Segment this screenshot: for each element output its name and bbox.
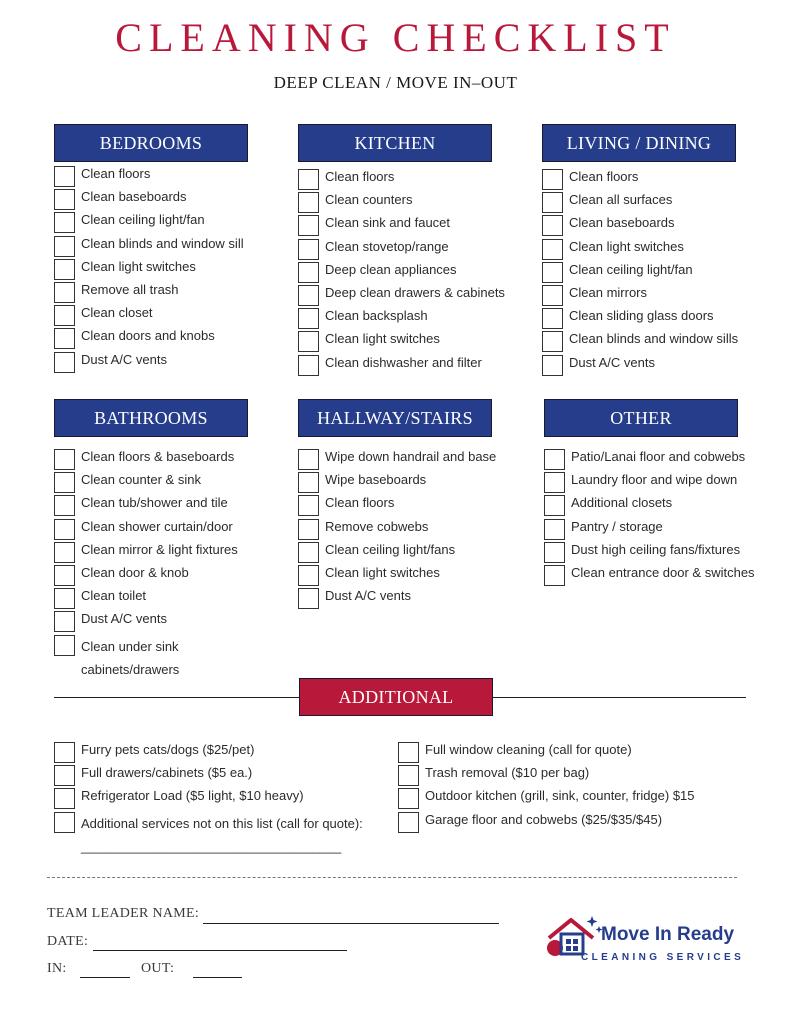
in-line[interactable]	[80, 977, 130, 978]
checklist-item-label: Clean all surfaces	[569, 192, 673, 208]
checklist-item	[54, 305, 248, 328]
checkbox[interactable]	[54, 611, 75, 632]
additional-divider-right	[493, 697, 746, 698]
checkbox[interactable]	[544, 565, 565, 586]
logo-name: Move In Ready	[601, 924, 735, 945]
checkbox[interactable]	[298, 239, 319, 260]
checklist-item-label: Clean mirror & light fixtures	[81, 541, 238, 557]
additional-right-column	[398, 735, 738, 835]
checklist-item	[298, 449, 497, 472]
checklist-item	[298, 192, 492, 215]
checklist-item	[54, 282, 248, 305]
checkbox[interactable]	[54, 352, 75, 373]
checklist-additional-right	[398, 742, 738, 835]
section-header-living-dining: LIVING / DINING	[542, 124, 736, 162]
out-line[interactable]	[193, 977, 242, 978]
section-other	[544, 399, 755, 588]
checklist-item-label: Clean baseboards	[81, 189, 187, 205]
checklist-item	[298, 355, 492, 378]
checklist-item-label: Clean tub/shower and tile	[81, 495, 228, 511]
checklist-item-label: Clean counter & sink	[81, 472, 201, 488]
checklist-item	[544, 564, 755, 588]
checklist-kitchen	[298, 169, 505, 378]
company-logo	[545, 912, 765, 972]
checklist-item-label: Clean backsplash	[325, 308, 428, 324]
checklist-item	[298, 495, 492, 518]
checklist-item	[54, 519, 248, 542]
checklist-item-label: Clean floors	[569, 169, 639, 184]
checklist-item	[54, 495, 248, 518]
checkbox[interactable]	[298, 449, 319, 470]
checklist-item	[398, 765, 738, 788]
checklist-item	[54, 189, 248, 212]
checklist-item	[54, 166, 248, 189]
checklist-item-label: Clean stovetop/range	[325, 238, 449, 254]
checklist-item-label: Clean entrance door & switches	[571, 564, 755, 580]
checklist-item-label: Wipe baseboards	[325, 472, 427, 488]
checklist-item-label: Dust A/C vents	[325, 588, 411, 604]
checkbox[interactable]	[54, 588, 75, 609]
section-header-kitchen: KITCHEN	[298, 124, 492, 162]
checkbox[interactable]	[298, 542, 319, 563]
checklist-item	[298, 169, 492, 192]
checklist-additional-left	[54, 742, 374, 858]
checkbox[interactable]	[542, 285, 563, 306]
checkbox[interactable]	[298, 285, 319, 306]
checklist-item-label: Furry pets cats/dogs ($25/pet)	[81, 742, 255, 757]
section-header-bedrooms: BEDROOMS	[54, 124, 248, 162]
checklist-item	[542, 192, 736, 215]
checkbox[interactable]	[54, 765, 75, 786]
checkbox[interactable]	[542, 169, 563, 190]
checklist-item	[54, 765, 374, 788]
checklist-item-label: Clean counters	[325, 192, 413, 208]
checklist-item-label: Clean closet	[81, 305, 153, 321]
checklist-item-label: Dust high ceiling fans/fixtures	[571, 541, 741, 557]
checklist-item	[298, 262, 492, 285]
additional-divider-left	[54, 697, 299, 698]
checklist-item	[542, 215, 736, 238]
checklist-item	[54, 236, 248, 259]
checklist-item	[298, 565, 492, 588]
section-kitchen	[298, 124, 505, 378]
checklist-living-dining	[542, 169, 739, 378]
checklist-item	[398, 742, 738, 765]
checklist-item	[542, 262, 736, 285]
checklist-item-label: Clean light switches	[325, 331, 440, 347]
checklist-item	[298, 519, 492, 542]
checklist-item-label: Additional closets	[571, 495, 673, 511]
checkbox[interactable]	[54, 166, 75, 187]
checklist-item	[544, 519, 738, 542]
in-label: IN:	[47, 961, 67, 976]
checkbox[interactable]	[298, 192, 319, 213]
checklist-item	[54, 565, 248, 588]
checklist-item-label: Garage floor and cobwebs ($25/$35/$45)	[425, 811, 663, 827]
checkbox[interactable]	[298, 495, 319, 516]
checklist-item	[542, 169, 736, 192]
checklist-item-label: Clean sliding glass doors	[569, 308, 714, 324]
logo-tagline: CLEANING SERVICES	[581, 952, 745, 963]
checklist-item	[298, 331, 492, 354]
checklist-item	[542, 285, 736, 308]
checkbox[interactable]	[542, 192, 563, 213]
checklist-item-label: Deep clean drawers & cabinets	[325, 284, 505, 300]
checkbox[interactable]	[54, 282, 75, 303]
checklist-item-label: Clean floors & baseboards	[81, 449, 235, 464]
section-bathrooms	[54, 399, 248, 681]
checklist-item	[542, 331, 739, 354]
date-line[interactable]	[93, 950, 347, 951]
section-header-other: OTHER	[544, 399, 738, 437]
checklist-item-label: Clean floors	[81, 166, 151, 181]
additional-left-column	[54, 735, 374, 858]
checklist-item	[54, 742, 374, 765]
checkbox[interactable]	[298, 519, 319, 540]
checkbox[interactable]	[542, 239, 563, 260]
checklist-item	[542, 308, 736, 331]
checkbox[interactable]	[544, 519, 565, 540]
section-header-additional: ADDITIONAL	[299, 678, 493, 716]
checklist-item	[544, 449, 746, 472]
checkbox[interactable]	[298, 215, 319, 236]
checkbox[interactable]	[298, 565, 319, 586]
checkbox[interactable]	[54, 212, 75, 233]
section-additional	[299, 678, 493, 716]
checklist-item	[398, 812, 738, 835]
checklist-item-label: Clean light switches	[81, 258, 196, 274]
checkbox[interactable]	[54, 189, 75, 210]
checklist-item-label: Clean shower curtain/door	[81, 518, 233, 534]
checklist-item-label: Clean baseboards	[569, 215, 675, 231]
checkbox[interactable]	[298, 262, 319, 283]
checklist-item-label: Remove cobwebs	[325, 518, 429, 534]
checkbox[interactable]	[54, 259, 75, 280]
checklist-item-label: Deep clean appliances	[325, 261, 457, 277]
checklist-item-label: Trash removal ($10 per bag)	[425, 765, 590, 781]
checklist-item-label: Clean doors and knobs	[81, 328, 215, 344]
checklist-item-label: Patio/Lanai floor and cobwebs	[571, 449, 746, 464]
checklist-item-label: Remove all trash	[81, 281, 179, 297]
checklist-item-label: Clean sink and faucet	[325, 215, 451, 231]
checklist-item	[298, 588, 492, 611]
checklist-item-label: Clean blinds and window sill	[81, 235, 244, 251]
checkbox[interactable]	[54, 742, 75, 763]
checkbox[interactable]	[54, 328, 75, 349]
checkbox[interactable]	[298, 588, 319, 609]
checklist-item-label: Clean blinds and window sills	[569, 331, 739, 347]
checklist-item	[54, 212, 248, 235]
checklist-item	[542, 355, 736, 378]
checkbox[interactable]	[298, 331, 319, 352]
checkbox[interactable]	[54, 788, 75, 809]
checklist-item-label: Clean floors	[325, 495, 395, 511]
checklist-item	[398, 788, 738, 811]
checkbox[interactable]	[544, 542, 565, 563]
checkbox[interactable]	[542, 308, 563, 329]
page-title: CLEANING CHECKLIST	[115, 15, 676, 60]
footer-dashed-divider	[47, 877, 737, 878]
team-leader-label: TEAM LEADER NAME:	[47, 906, 200, 921]
section-hallway-stairs	[298, 399, 497, 611]
checklist-item-label: Clean ceiling light/fans	[325, 541, 456, 557]
checkbox[interactable]	[54, 449, 75, 470]
checklist-item-label: Clean light switches	[569, 238, 684, 254]
checklist-item-label: Refrigerator Load ($5 light, $10 heavy)	[81, 788, 304, 804]
page-subtitle: DEEP CLEAN / MOVE IN–OUT	[273, 73, 518, 92]
checklist-item	[54, 611, 248, 634]
checkbox[interactable]	[54, 305, 75, 326]
checklist-item	[54, 259, 248, 282]
checklist-item	[544, 541, 741, 565]
checkbox[interactable]	[54, 472, 75, 493]
checklist-item	[54, 449, 248, 472]
checklist-bathrooms	[54, 449, 248, 681]
checkbox[interactable]	[542, 355, 563, 376]
checklist-item-label: Full window cleaning (call for quote)	[425, 742, 632, 757]
checklist-bedrooms	[54, 166, 248, 375]
section-bedrooms	[54, 124, 248, 375]
checklist-item	[54, 472, 248, 495]
checklist-item-label: Laundry floor and wipe down	[571, 472, 738, 488]
section-header-bathrooms: BATHROOMS	[54, 399, 248, 437]
section-living-dining	[542, 124, 739, 378]
checklist-item	[54, 328, 248, 351]
checkbox[interactable]	[544, 472, 565, 493]
checklist-item-label: Clean floors	[325, 169, 395, 184]
checkbox[interactable]	[298, 308, 319, 329]
checkbox[interactable]	[54, 812, 75, 833]
checkbox[interactable]	[298, 169, 319, 190]
checklist-item	[544, 472, 738, 495]
checklist-item	[54, 588, 248, 611]
out-label: OUT:	[141, 961, 175, 976]
checklist-item	[542, 239, 736, 262]
checklist-item-label: Clean light switches	[325, 564, 440, 580]
checklist-item	[54, 542, 248, 565]
checklist-other	[544, 449, 755, 588]
checkbox[interactable]	[398, 812, 419, 833]
checklist-item	[54, 352, 248, 375]
checkbox[interactable]	[54, 635, 75, 656]
checkbox[interactable]	[54, 236, 75, 257]
checklist-item-label: Dust A/C vents	[81, 611, 167, 627]
checklist-item	[544, 495, 738, 518]
checkbox[interactable]	[398, 742, 419, 763]
checkbox[interactable]	[542, 331, 563, 352]
checklist-item-label: Wipe down handrail and base	[325, 449, 497, 464]
checklist-item	[298, 215, 492, 238]
checklist-item	[298, 472, 492, 495]
checklist-item	[54, 635, 248, 681]
checklist-item-label: Pantry / storage	[571, 518, 663, 534]
checklist-item-label: Clean under sink cabinets/drawers	[81, 638, 180, 677]
checklist-item-label: Clean ceiling light/fan	[81, 212, 205, 228]
checklist-item-label: Outdoor kitchen (grill, sink, counter, fridge) $15	[425, 788, 695, 804]
checklist-item-label: Clean mirrors	[569, 284, 648, 300]
checkbox[interactable]	[298, 355, 319, 376]
checklist-item-label: Clean door & knob	[81, 564, 189, 580]
checklist-item-label: Clean ceiling light/fan	[569, 261, 693, 277]
checkbox[interactable]	[54, 542, 75, 563]
checklist-item-label: Clean toilet	[81, 588, 147, 604]
checkbox[interactable]	[544, 495, 565, 516]
checklist-item	[298, 284, 505, 308]
checkbox[interactable]	[398, 765, 419, 786]
checkbox[interactable]	[542, 262, 563, 283]
checklist-item	[298, 542, 492, 565]
checkbox[interactable]	[542, 215, 563, 236]
checklist-item	[298, 239, 492, 262]
checklist-item	[298, 308, 492, 331]
checkbox[interactable]	[54, 519, 75, 540]
checklist-item-label: Full drawers/cabinets ($5 ea.)	[81, 765, 253, 781]
checklist-item-label: Additional services not on this list (call for quote): ____________________________________	[81, 815, 363, 854]
checkbox[interactable]	[54, 495, 75, 516]
checklist-hallway-stairs	[298, 449, 497, 611]
date-label: DATE:	[47, 934, 89, 949]
team-leader-line[interactable]	[203, 923, 499, 924]
section-header-hallway-stairs: HALLWAY/STAIRS	[298, 399, 492, 437]
checkbox[interactable]	[298, 472, 319, 493]
checkbox[interactable]	[398, 788, 419, 809]
checklist-item-label: Dust A/C vents	[81, 351, 167, 367]
checklist-item	[54, 788, 374, 811]
checklist-item-label: Dust A/C vents	[569, 354, 655, 370]
checkbox[interactable]	[544, 449, 565, 470]
checklist-item-label: Clean dishwasher and filter	[325, 354, 482, 370]
checklist-item	[54, 812, 374, 858]
checkbox[interactable]	[54, 565, 75, 586]
